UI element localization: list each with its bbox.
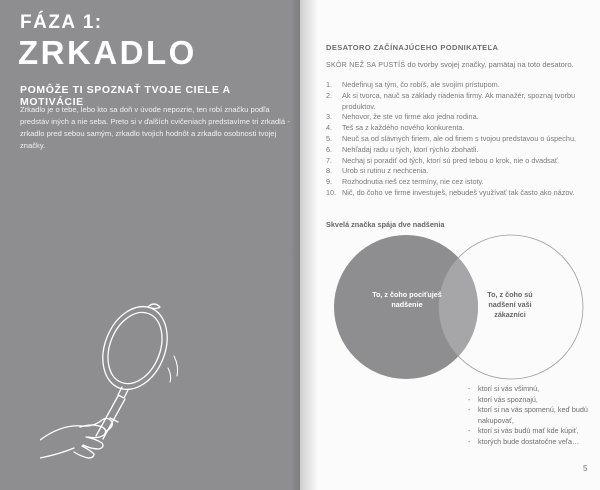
dash-marker: - [468,405,471,414]
venn-left-label: To, z čoho pociťuješ nadšenie [372,290,442,309]
rule-text: Nehovor, že ste vo firme ako jedna rodina. [342,112,479,122]
list-item-text: ktorí si na vás spomenú, keď budú nakupovať, [478,405,588,425]
customers-list [468,384,598,447]
list-item-text: ktorí si vás budú mať kde kúpiť, [478,426,579,435]
before-lead: SKÔR NEŽ SA PUSTÍŠ [326,62,406,69]
rule-number: 2. [326,90,333,100]
list-item [468,405,598,426]
rule-item [326,123,586,134]
dash-marker: - [468,384,471,393]
hand-mirror-icon [40,290,210,460]
page-fold-shadow [290,0,300,490]
rule-item [326,156,586,167]
rule-number: 3. [326,112,333,122]
venn-graphic [326,232,596,382]
rule-text: Ak si tvorca, nauč sa základy riadenia firmy. Ak manažér, spoznaj tvorbu produktov. [342,90,576,111]
rule-number: 9. [326,177,333,187]
rule-text: Nehľadaj radu u tých, ktorí rýchlo zbohatli. [342,144,479,154]
rule-text: Nič, do čoho ve firme investuješ, nebudeš využívať tak často ako názov. [342,187,575,197]
list-item [468,426,598,437]
list-item-text: ktorých bude dostatočne veľa… [478,436,580,446]
intro-paragraph: Zrkadlo je o tebe, lebo kto sa doň v úvode nepozrie, ten robí značku podľa predstáv iných a nie seba. Preto si v ďalších cvičeniach predstavíme tri zrkadlá - zrkadlo pred sebou samým, zrkadlo tvojich hodnôt a zrkadlo osobnosti tvojej značky. [20,105,290,150]
rule-item [326,166,586,177]
rule-item [326,177,586,188]
page-number: 5 [583,464,588,473]
rule-number: 1. [326,80,333,89]
rule-number: 8. [326,166,333,176]
section-title: DESATORO ZAČÍNAJÚCEHO PODNIKATEĽA [326,43,499,52]
rule-item [326,134,586,145]
rule-number: 4. [326,123,333,133]
rule-item [326,91,586,113]
phase-title: ZRKADLO [18,34,197,71]
rule-text: Rozhodnutia rieš cez termíny, nie cez istoty. [342,177,484,187]
gutter-shadow [300,0,318,490]
rule-text: Nechaj si poradiť od tých, ktorí sú pred tebou o krok, nie o dvadsať. [342,155,560,165]
rule-number: 5. [326,133,333,143]
rule-item [326,112,586,123]
right-page [300,0,600,490]
before-rest: do tvorby svojej značky, pamätaj na toto desatoro. [405,60,574,69]
before-text [326,60,596,69]
rule-item [326,80,586,91]
list-item [468,384,598,395]
rule-number: 7. [326,155,333,165]
list-item-text: ktorí si vás všimnú, [478,384,540,393]
dash-marker: - [468,426,471,435]
list-item-text: ktorí vás spoznajú, [478,394,538,404]
phase-subtitle: POMÔŽE TI SPOZNAŤ TVOJE CIELE A MOTIVÁCIE [20,84,231,108]
rule-item [326,145,586,156]
rule-item [326,188,586,199]
rule-text: Nedefinuj sa tým, čo robíš, ale svojím prístupom. [342,80,500,89]
list-item [468,437,598,448]
venn-right-label: To, z čoho sú nadšení vaši zákazníci [487,290,533,319]
rule-text: Neuč sa od slávnych firiem, ale od firiem s tvojou predstavou o úspechu. [342,133,577,143]
dash-marker: - [468,394,471,404]
list-item [468,395,598,406]
rule-number: 10. [326,187,337,197]
venn-heading: Skvelá značka spája dve nadšenia [326,220,445,229]
rule-text: Urob si rutinu z nechcenia. [342,166,429,176]
dash-marker: - [468,436,471,446]
rules-list [326,80,586,199]
venn-diagram [326,232,596,382]
rule-text: Teš sa z každého nového konkurenta. [342,123,465,133]
rule-number: 6. [326,144,333,154]
phase-label: FÁZA 1: [20,12,103,33]
